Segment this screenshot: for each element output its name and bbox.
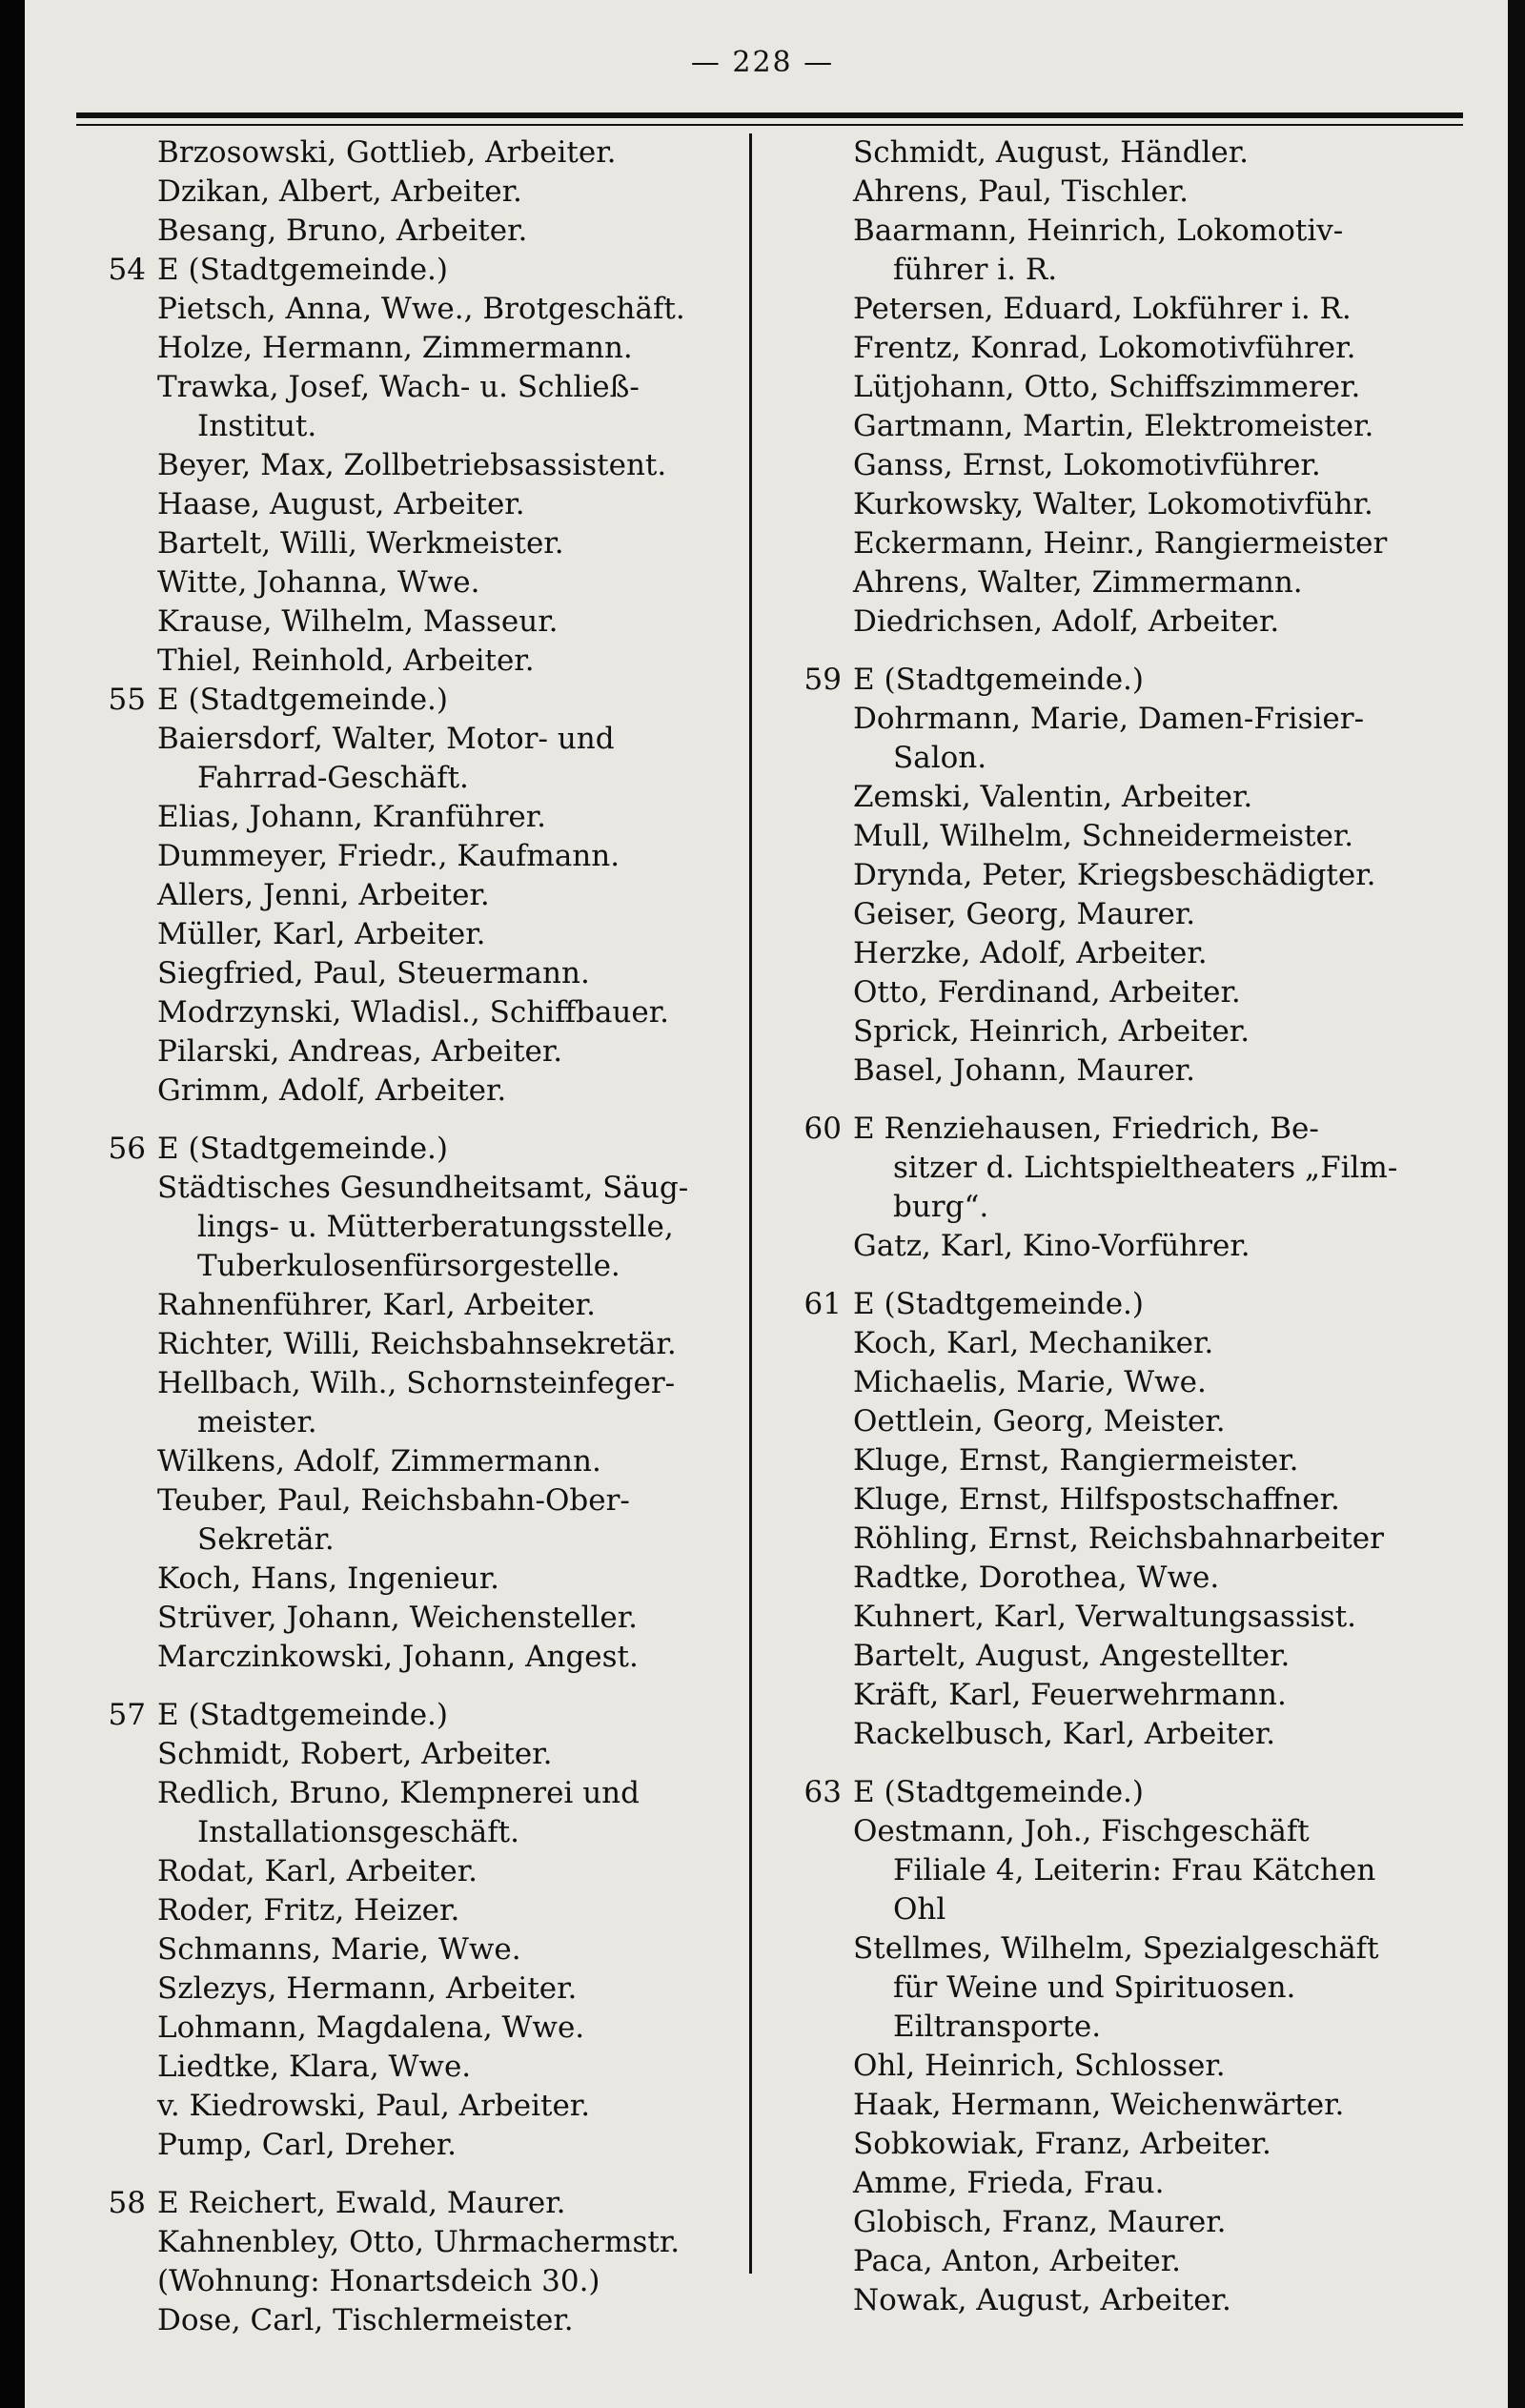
house-number: 55 bbox=[108, 683, 146, 717]
entry-continuation: führer i. R. bbox=[893, 253, 1058, 287]
resident-entry: Strüver, Johann, Weichensteller. bbox=[157, 1601, 639, 1635]
resident-entry: Pilarski, Andreas, Arbeiter. bbox=[157, 1034, 563, 1069]
house-number: 60 bbox=[803, 1112, 842, 1146]
section-header bbox=[91, 251, 748, 290]
house-number: 54 bbox=[108, 253, 146, 287]
section-header bbox=[91, 1696, 748, 1735]
header-rule-thick bbox=[76, 112, 1463, 118]
entry-continuation: Tuberkulosenfürsorgestelle. bbox=[197, 1249, 620, 1283]
resident-entry: Dohrmann, Marie, Damen-Frisier- bbox=[853, 702, 1365, 736]
entry-continuation: für Weine und Spirituosen. bbox=[893, 1970, 1296, 2005]
scan-edge-right bbox=[1508, 0, 1525, 2408]
resident-entry: Roder, Fritz, Heizer. bbox=[157, 1893, 460, 1928]
resident-entry: Teuber, Paul, Reichsbahn-Ober- bbox=[157, 1483, 630, 1518]
section-header bbox=[786, 1110, 1468, 1149]
section-gap bbox=[786, 1754, 1468, 1773]
entry-continuation: sitzer d. Lichtspieltheaters „Film- bbox=[893, 1151, 1398, 1185]
resident-entry: Radtke, Dorothea, Wwe. bbox=[853, 1561, 1220, 1595]
resident-entry: v. Kiedrowski, Paul, Arbeiter. bbox=[157, 2089, 591, 2123]
section-header-text: E Reichert, Ewald, Maurer. bbox=[157, 2186, 566, 2220]
resident-entry: Kluge, Ernst, Rangiermeister. bbox=[853, 1443, 1299, 1478]
resident-entry: Baiersdorf, Walter, Motor- und bbox=[157, 722, 615, 756]
header-rule-thin bbox=[76, 124, 1463, 126]
resident-entry: Elias, Johann, Kranführer. bbox=[157, 800, 546, 834]
resident-entry: Städtisches Gesundheitsamt, Säug- bbox=[157, 1171, 689, 1205]
resident-entry: Geiser, Georg, Maurer. bbox=[853, 897, 1196, 931]
entry-continuation: lings- u. Mütterberatungsstelle, bbox=[197, 1210, 674, 1244]
resident-entry: Basel, Johann, Maurer. bbox=[853, 1053, 1195, 1088]
entry-continuation: Fahrrad-Geschäft. bbox=[197, 761, 469, 795]
house-number: 57 bbox=[108, 1698, 146, 1732]
resident-entry: Drynda, Peter, Kriegsbeschädigter. bbox=[853, 858, 1376, 892]
house-number: 58 bbox=[108, 2186, 146, 2220]
entry-continuation: meister. bbox=[197, 1405, 317, 1439]
resident-entry: Haak, Hermann, Weichenwärter. bbox=[853, 2088, 1345, 2122]
right-column bbox=[786, 133, 1468, 2320]
resident-entry: Dummeyer, Friedr., Kaufmann. bbox=[157, 839, 620, 873]
section-header bbox=[786, 1773, 1468, 1812]
resident-entry: Rahnenführer, Karl, Arbeiter. bbox=[157, 1288, 596, 1322]
section-header-text: E (Stadtgemeinde.) bbox=[853, 663, 1145, 697]
section-header bbox=[91, 1130, 748, 1169]
resident-entry: Eckermann, Heinr., Rangiermeister bbox=[853, 526, 1388, 561]
resident-entry: Zemski, Valentin, Arbeiter. bbox=[853, 780, 1253, 814]
resident-entry: Frentz, Konrad, Lokomotivführer. bbox=[853, 331, 1356, 365]
house-number: 59 bbox=[803, 663, 842, 697]
resident-entry: Pietsch, Anna, Wwe., Brotgeschäft. bbox=[157, 292, 685, 326]
section-gap bbox=[786, 1091, 1468, 1110]
section-header-text: E (Stadtgemeinde.) bbox=[157, 253, 449, 287]
resident-entry: Globisch, Franz, Maurer. bbox=[853, 2205, 1227, 2239]
resident-entry: Grimm, Adolf, Arbeiter. bbox=[157, 1073, 507, 1108]
resident-entry: Koch, Hans, Ingenieur. bbox=[157, 1561, 499, 1596]
section-header bbox=[786, 1285, 1468, 1324]
house-number: 61 bbox=[803, 1287, 842, 1321]
resident-entry: Michaelis, Marie, Wwe. bbox=[853, 1365, 1207, 1399]
resident-entry: Bartelt, Willi, Werkmeister. bbox=[157, 526, 564, 561]
left-column bbox=[91, 133, 748, 2340]
resident-entry: Szlezys, Hermann, Arbeiter. bbox=[157, 1971, 578, 2006]
resident-entry: Paca, Anton, Arbeiter. bbox=[853, 2244, 1182, 2278]
resident-entry: Sprick, Heinrich, Arbeiter. bbox=[853, 1014, 1250, 1049]
resident-entry: Kuhnert, Karl, Verwaltungsassist. bbox=[853, 1600, 1356, 1634]
resident-entry: Kräft, Karl, Feuerwehrmann. bbox=[853, 1678, 1287, 1712]
resident-entry: Bartelt, August, Angestellter. bbox=[853, 1639, 1291, 1673]
resident-entry: Besang, Bruno, Arbeiter. bbox=[157, 214, 528, 248]
resident-entry: Schmanns, Marie, Wwe. bbox=[157, 1932, 521, 1967]
entry-continuation: Eiltransporte. bbox=[893, 2010, 1102, 2044]
resident-entry: Rodat, Karl, Arbeiter. bbox=[157, 1854, 478, 1888]
resident-entry: Marczinkowski, Johann, Angest. bbox=[157, 1640, 639, 1674]
resident-entry: Lütjohann, Otto, Schiffszimmerer. bbox=[853, 370, 1361, 404]
house-number: 56 bbox=[108, 1132, 146, 1166]
resident-entry: Trawka, Josef, Wach- u. Schließ- bbox=[157, 370, 640, 404]
resident-entry: Gartmann, Martin, Elektromeister. bbox=[853, 409, 1374, 443]
resident-entry: Brzosowski, Gottlieb, Arbeiter. bbox=[157, 135, 617, 170]
resident-entry: Holze, Hermann, Zimmermann. bbox=[157, 331, 633, 365]
resident-entry: Pump, Carl, Dreher. bbox=[157, 2128, 458, 2162]
section-header-text: E (Stadtgemeinde.) bbox=[853, 1287, 1145, 1321]
resident-entry: Lohmann, Magdalena, Wwe. bbox=[157, 2010, 585, 2045]
resident-entry: Ganss, Ernst, Lokomotivführer. bbox=[853, 448, 1321, 482]
section-gap bbox=[91, 2165, 748, 2184]
resident-entry: Wilkens, Adolf, Zimmermann. bbox=[157, 1444, 601, 1479]
resident-entry: Petersen, Eduard, Lokführer i. R. bbox=[853, 292, 1352, 326]
resident-entry: Witte, Johanna, Wwe. bbox=[157, 565, 480, 600]
section-header bbox=[91, 2184, 748, 2223]
resident-entry: Nowak, August, Arbeiter. bbox=[853, 2283, 1231, 2317]
entry-continuation: Filiale 4, Leiterin: Frau Kätchen bbox=[893, 1853, 1376, 1888]
resident-entry: Mull, Wilhelm, Schneidermeister. bbox=[853, 819, 1354, 853]
resident-entry: Redlich, Bruno, Klempnerei und bbox=[157, 1776, 640, 1810]
resident-entry: Allers, Jenni, Arbeiter. bbox=[157, 878, 490, 912]
resident-entry: Ahrens, Walter, Zimmermann. bbox=[853, 565, 1303, 600]
house-number: 63 bbox=[803, 1775, 842, 1809]
resident-entry: Thiel, Reinhold, Arbeiter. bbox=[157, 643, 535, 678]
resident-entry: Richter, Willi, Reichsbahnsekretär. bbox=[157, 1327, 677, 1361]
section-gap bbox=[786, 1266, 1468, 1285]
resident-entry: Hellbach, Wilh., Schornsteinfeger- bbox=[157, 1366, 676, 1400]
resident-entry: Siegfried, Paul, Steuermann. bbox=[157, 956, 590, 990]
section-header-text: E (Stadtgemeinde.) bbox=[157, 1698, 449, 1732]
section-header-text: E (Stadtgemeinde.) bbox=[853, 1775, 1145, 1809]
section-header bbox=[91, 681, 748, 720]
resident-entry: Krause, Wilhelm, Masseur. bbox=[157, 604, 559, 639]
resident-entry: Dzikan, Albert, Arbeiter. bbox=[157, 174, 522, 209]
resident-entry: Herzke, Adolf, Arbeiter. bbox=[853, 936, 1208, 970]
section-header-text: E (Stadtgemeinde.) bbox=[157, 1132, 449, 1166]
resident-entry: Oettlein, Georg, Meister. bbox=[853, 1404, 1226, 1439]
entry-continuation: Institut. bbox=[197, 409, 317, 443]
resident-entry: Kurkowsky, Walter, Lokomotivführ. bbox=[853, 487, 1373, 521]
column-divider bbox=[749, 133, 752, 2274]
resident-entry: Müller, Karl, Arbeiter. bbox=[157, 917, 486, 951]
resident-entry: Otto, Ferdinand, Arbeiter. bbox=[853, 975, 1241, 1010]
section-header bbox=[786, 661, 1468, 700]
section-gap bbox=[786, 642, 1468, 661]
resident-entry: Oestmann, Joh., Fischgeschäft bbox=[853, 1814, 1310, 1848]
entry-continuation: Sekretär. bbox=[197, 1522, 335, 1557]
resident-entry: Gatz, Karl, Kino-Vorführer. bbox=[853, 1229, 1250, 1263]
resident-entry: Koch, Karl, Mechaniker. bbox=[853, 1326, 1214, 1360]
resident-entry: Dose, Carl, Tischlermeister. bbox=[157, 2303, 574, 2337]
resident-entry: Modrzynski, Wladisl., Schiffbauer. bbox=[157, 995, 670, 1030]
resident-entry: (Wohnung: Honartsdeich 30.) bbox=[157, 2264, 600, 2298]
resident-entry: Kahnenbley, Otto, Uhrmachermstr. bbox=[157, 2225, 681, 2259]
resident-entry: Stellmes, Wilhelm, Spezialgeschäft bbox=[853, 1931, 1379, 1966]
entry-continuation: Ohl bbox=[893, 1892, 946, 1927]
scan-edge-left bbox=[0, 0, 25, 2408]
resident-entry: Liedtke, Klara, Wwe. bbox=[157, 2050, 472, 2084]
page-number: — 228 — bbox=[690, 46, 835, 79]
resident-entry: Schmidt, Robert, Arbeiter. bbox=[157, 1737, 553, 1771]
resident-entry: Haase, August, Arbeiter. bbox=[157, 487, 525, 521]
resident-entry: Beyer, Max, Zollbetriebsassistent. bbox=[157, 448, 667, 482]
resident-entry: Amme, Frieda, Frau. bbox=[853, 2166, 1165, 2200]
resident-entry: Sobkowiak, Franz, Arbeiter. bbox=[853, 2127, 1271, 2161]
section-gap bbox=[91, 1677, 748, 1696]
entry-continuation: burg“. bbox=[893, 1190, 989, 1224]
resident-entry: Kluge, Ernst, Hilfspostschaffner. bbox=[853, 1482, 1340, 1517]
section-header-text: E (Stadtgemeinde.) bbox=[157, 683, 449, 717]
resident-entry: Baarmann, Heinrich, Lokomotiv- bbox=[853, 214, 1344, 248]
section-gap bbox=[91, 1111, 748, 1130]
resident-entry: Ahrens, Paul, Tischler. bbox=[853, 174, 1189, 209]
entry-continuation: Installationsgeschäft. bbox=[197, 1815, 519, 1849]
entry-continuation: Salon. bbox=[893, 741, 987, 775]
resident-entry: Rackelbusch, Karl, Arbeiter. bbox=[853, 1717, 1276, 1751]
resident-entry: Ohl, Heinrich, Schlosser. bbox=[853, 2049, 1226, 2083]
section-header-text: E Renziehausen, Friedrich, Be- bbox=[853, 1112, 1319, 1146]
resident-entry: Diedrichsen, Adolf, Arbeiter. bbox=[853, 604, 1280, 639]
resident-entry: Röhling, Ernst, Reichsbahnarbeiter bbox=[853, 1521, 1384, 1556]
resident-entry: Schmidt, August, Händler. bbox=[853, 135, 1249, 170]
